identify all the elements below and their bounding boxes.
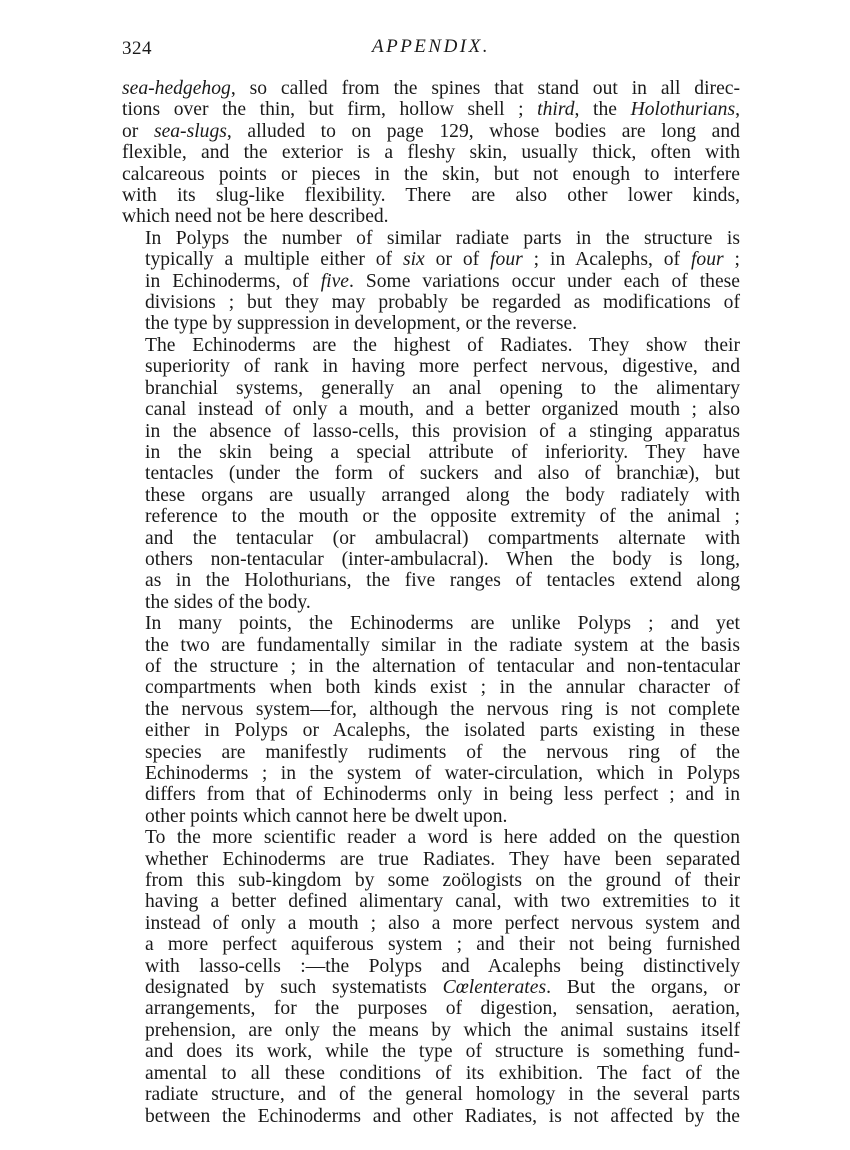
italic-term: four: [490, 249, 523, 271]
text-line: flexible, and the exterior is a fleshy skin, usually thick, often with: [122, 142, 740, 164]
text-line: tions over the thin, but firm, hollow shell ; third, the Holothurians,: [122, 99, 740, 121]
running-head: APPENDIX.: [371, 36, 490, 57]
text-line: To the more scientific reader a word is here added on the question: [145, 827, 740, 849]
text-line: species are manifestly rudiments of the nervous ring of the: [145, 741, 740, 763]
text-line: the sides of the body.: [145, 591, 311, 613]
text-line: in the absence of lasso-cells, this provision of a stinging apparatus: [145, 420, 740, 442]
italic-term: Cœlenterates: [442, 977, 547, 999]
text-line: and the tentacular (or ambulacral) compartments alternate with: [145, 527, 740, 549]
text-line: Echinoderms ; in the system of water-circulation, which in Polyps: [145, 763, 740, 784]
text-line: in Echinoderms, of five. Some variations occur under each of these: [145, 270, 740, 292]
text-line: a more perfect aquiferous system ; and their not being furnished: [145, 934, 740, 956]
text-line: other points which cannot here be dwelt upon.: [145, 805, 508, 827]
text-line: with its slug-like flexibility. There are also other lower kinds,: [122, 185, 740, 207]
text-line: as in the Holothurians, the five ranges of tentacles extend along: [145, 570, 740, 592]
text-line: others non-tentacular (inter-ambulacral). When the body is long,: [145, 548, 740, 570]
text-line: and does its work, while the type of structure is something fund-: [145, 1041, 740, 1063]
italic-term: Holothurians: [630, 99, 736, 121]
text-line: divisions ; but they may probably be regarded as modifications of: [145, 292, 740, 314]
text-line: radiate structure, and of the general homology in the several parts: [145, 1084, 740, 1106]
text-line: differs from that of Echinoderms only in being less perfect ; and in: [145, 784, 740, 806]
text-line: in the skin being a special attribute of inferiority. They have: [145, 441, 740, 463]
text-line: between the Echinoderms and other Radiates, is not affected by the: [145, 1105, 740, 1127]
paragraph: [122, 228, 740, 335]
text-line: compartments when both kinds exist ; in the annular character of: [145, 677, 740, 699]
text-line: branchial systems, generally an anal opening to the alimentary: [145, 377, 740, 399]
text-line: from this sub-kingdom by some zoölogists on the ground of their: [145, 870, 740, 892]
italic-term: sea-slugs: [153, 120, 227, 142]
page-number: 324: [122, 38, 152, 59]
text-line: instead of only a mouth ; also a more perfect nervous system and: [145, 912, 740, 934]
italic-term: four: [690, 249, 724, 271]
text-line: designated by such systematists Cœlenterates. But the organs, or: [145, 977, 740, 999]
italic-term: third: [537, 99, 575, 121]
text-line: typically a multiple either of six or of four ; in Acalephs, of four ;: [145, 249, 740, 271]
paragraph: [122, 613, 740, 827]
paragraph: [122, 827, 740, 1127]
text-line: tentacles (under the form of suckers and also of branchiæ), but: [145, 463, 740, 485]
text-line: of the structure ; in the alternation of tentacular and non-tentacular: [145, 655, 740, 677]
text-line: sea-hedgehog, so called from the spines that stand out in all direc-: [122, 78, 740, 99]
text-line: The Echinoderms are the highest of Radiates. They show their: [145, 334, 740, 356]
text-line: prehension, are only the means by which the animal sustains itself: [145, 1019, 740, 1041]
text-line: either in Polyps or Acalephs, the isolated parts existing in these: [145, 720, 740, 742]
text-line: reference to the mouth or the opposite extremity of the animal ;: [145, 506, 740, 528]
text-line: these organs are usually arranged along the body radiately with: [145, 484, 740, 506]
paragraph: [122, 78, 740, 228]
italic-term: five: [320, 270, 349, 292]
text-line: the nervous system—for, although the nervous ring is not complete: [145, 698, 740, 720]
text-line: the two are fundamentally similar in the radiate system at the basis: [145, 634, 740, 656]
text-line: canal instead of only a mouth, and a better organized mouth ; also: [145, 399, 740, 421]
body-text: [122, 78, 740, 1127]
book-page: [122, 30, 740, 1127]
text-line: the type by suppression in development, or the reverse.: [145, 313, 578, 335]
text-line: having a better defined alimentary canal, with two extremities to it: [145, 891, 740, 913]
text-line: whether Echinoderms are true Radiates. They have been separated: [145, 848, 740, 870]
text-line: In Polyps the number of similar radiate parts in the structure is: [145, 227, 740, 249]
italic-term: six: [402, 249, 425, 271]
paragraph: [122, 335, 740, 613]
text-line: with lasso-cells :—the Polyps and Acalephs being distinctively: [145, 955, 740, 977]
text-line: amental to all these conditions of its exhibition. The fact of the: [145, 1062, 740, 1084]
text-line: calcareous points or pieces in the skin, but not enough to interfere: [122, 163, 740, 185]
text-line: or sea-slugs, alluded to on page 129, whose bodies are long and: [122, 120, 740, 142]
text-line: arrangements, for the purposes of digestion, sensation, aeration,: [145, 998, 740, 1020]
italic-term: sea-hedgehog: [122, 78, 231, 99]
text-line: In many points, the Echinoderms are unlike Polyps ; and yet: [145, 613, 740, 635]
page-header: [122, 30, 740, 60]
text-line: superiority of rank in having more perfect nervous, digestive, and: [145, 356, 740, 378]
text-line: which need not be here described.: [122, 206, 389, 228]
